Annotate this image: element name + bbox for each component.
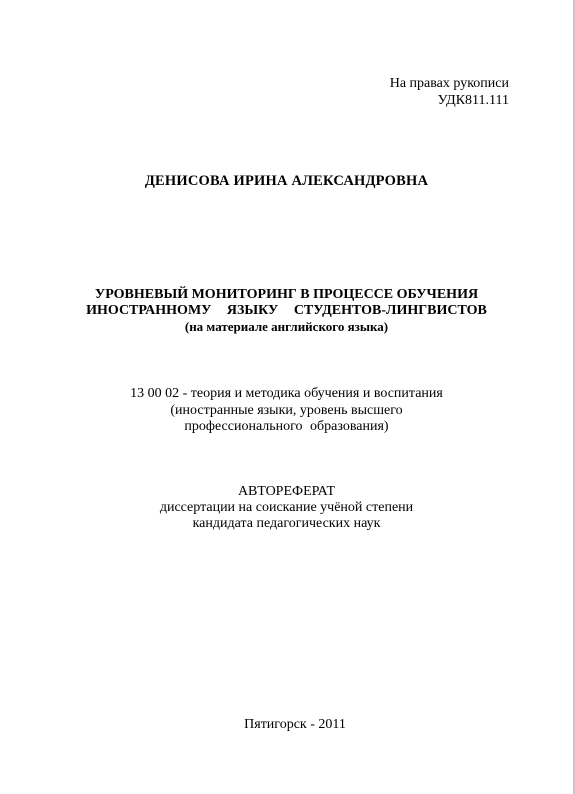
dissertation-title (0, 287, 573, 335)
author-name: ДЕНИСОВА ИРИНА АЛЕКСАНДРОВНА (144, 173, 429, 189)
rights-note: На правах рукописи (389, 76, 509, 91)
specialty-code-line: 13 00 02 - теория и методика обучения и воспитания (130, 386, 443, 401)
abstract-line-1: диссертации на соискание учёной степени (159, 500, 414, 515)
manuscript-header (390, 75, 509, 109)
udc-code: УДК811.111 (437, 93, 509, 108)
title-line-2: ИНОСТРАННОМУ ЯЗЫКУ СТУДЕНТОВ-ЛИНГВИСТОВ (86, 303, 487, 318)
abstract-line-2: кандидата педагогических наук (192, 516, 381, 531)
city-year: Пятигорск - 2011 (244, 717, 346, 732)
abstract-block (0, 484, 573, 532)
title-line-1: УРОВНЕВЫЙ МОНИТОРИНГ В ПРОЦЕССЕ ОБУЧЕНИЯ (94, 287, 479, 302)
specialty-line-3: профессионального образования) (184, 419, 389, 434)
specialty-line-2: (иностранные языки, уровень высшего (170, 402, 403, 418)
specialty-block (0, 386, 573, 436)
title-subtitle: (на материале английского языка) (184, 319, 389, 334)
abstract-heading: АВТОРЕФЕРАТ (237, 484, 336, 499)
